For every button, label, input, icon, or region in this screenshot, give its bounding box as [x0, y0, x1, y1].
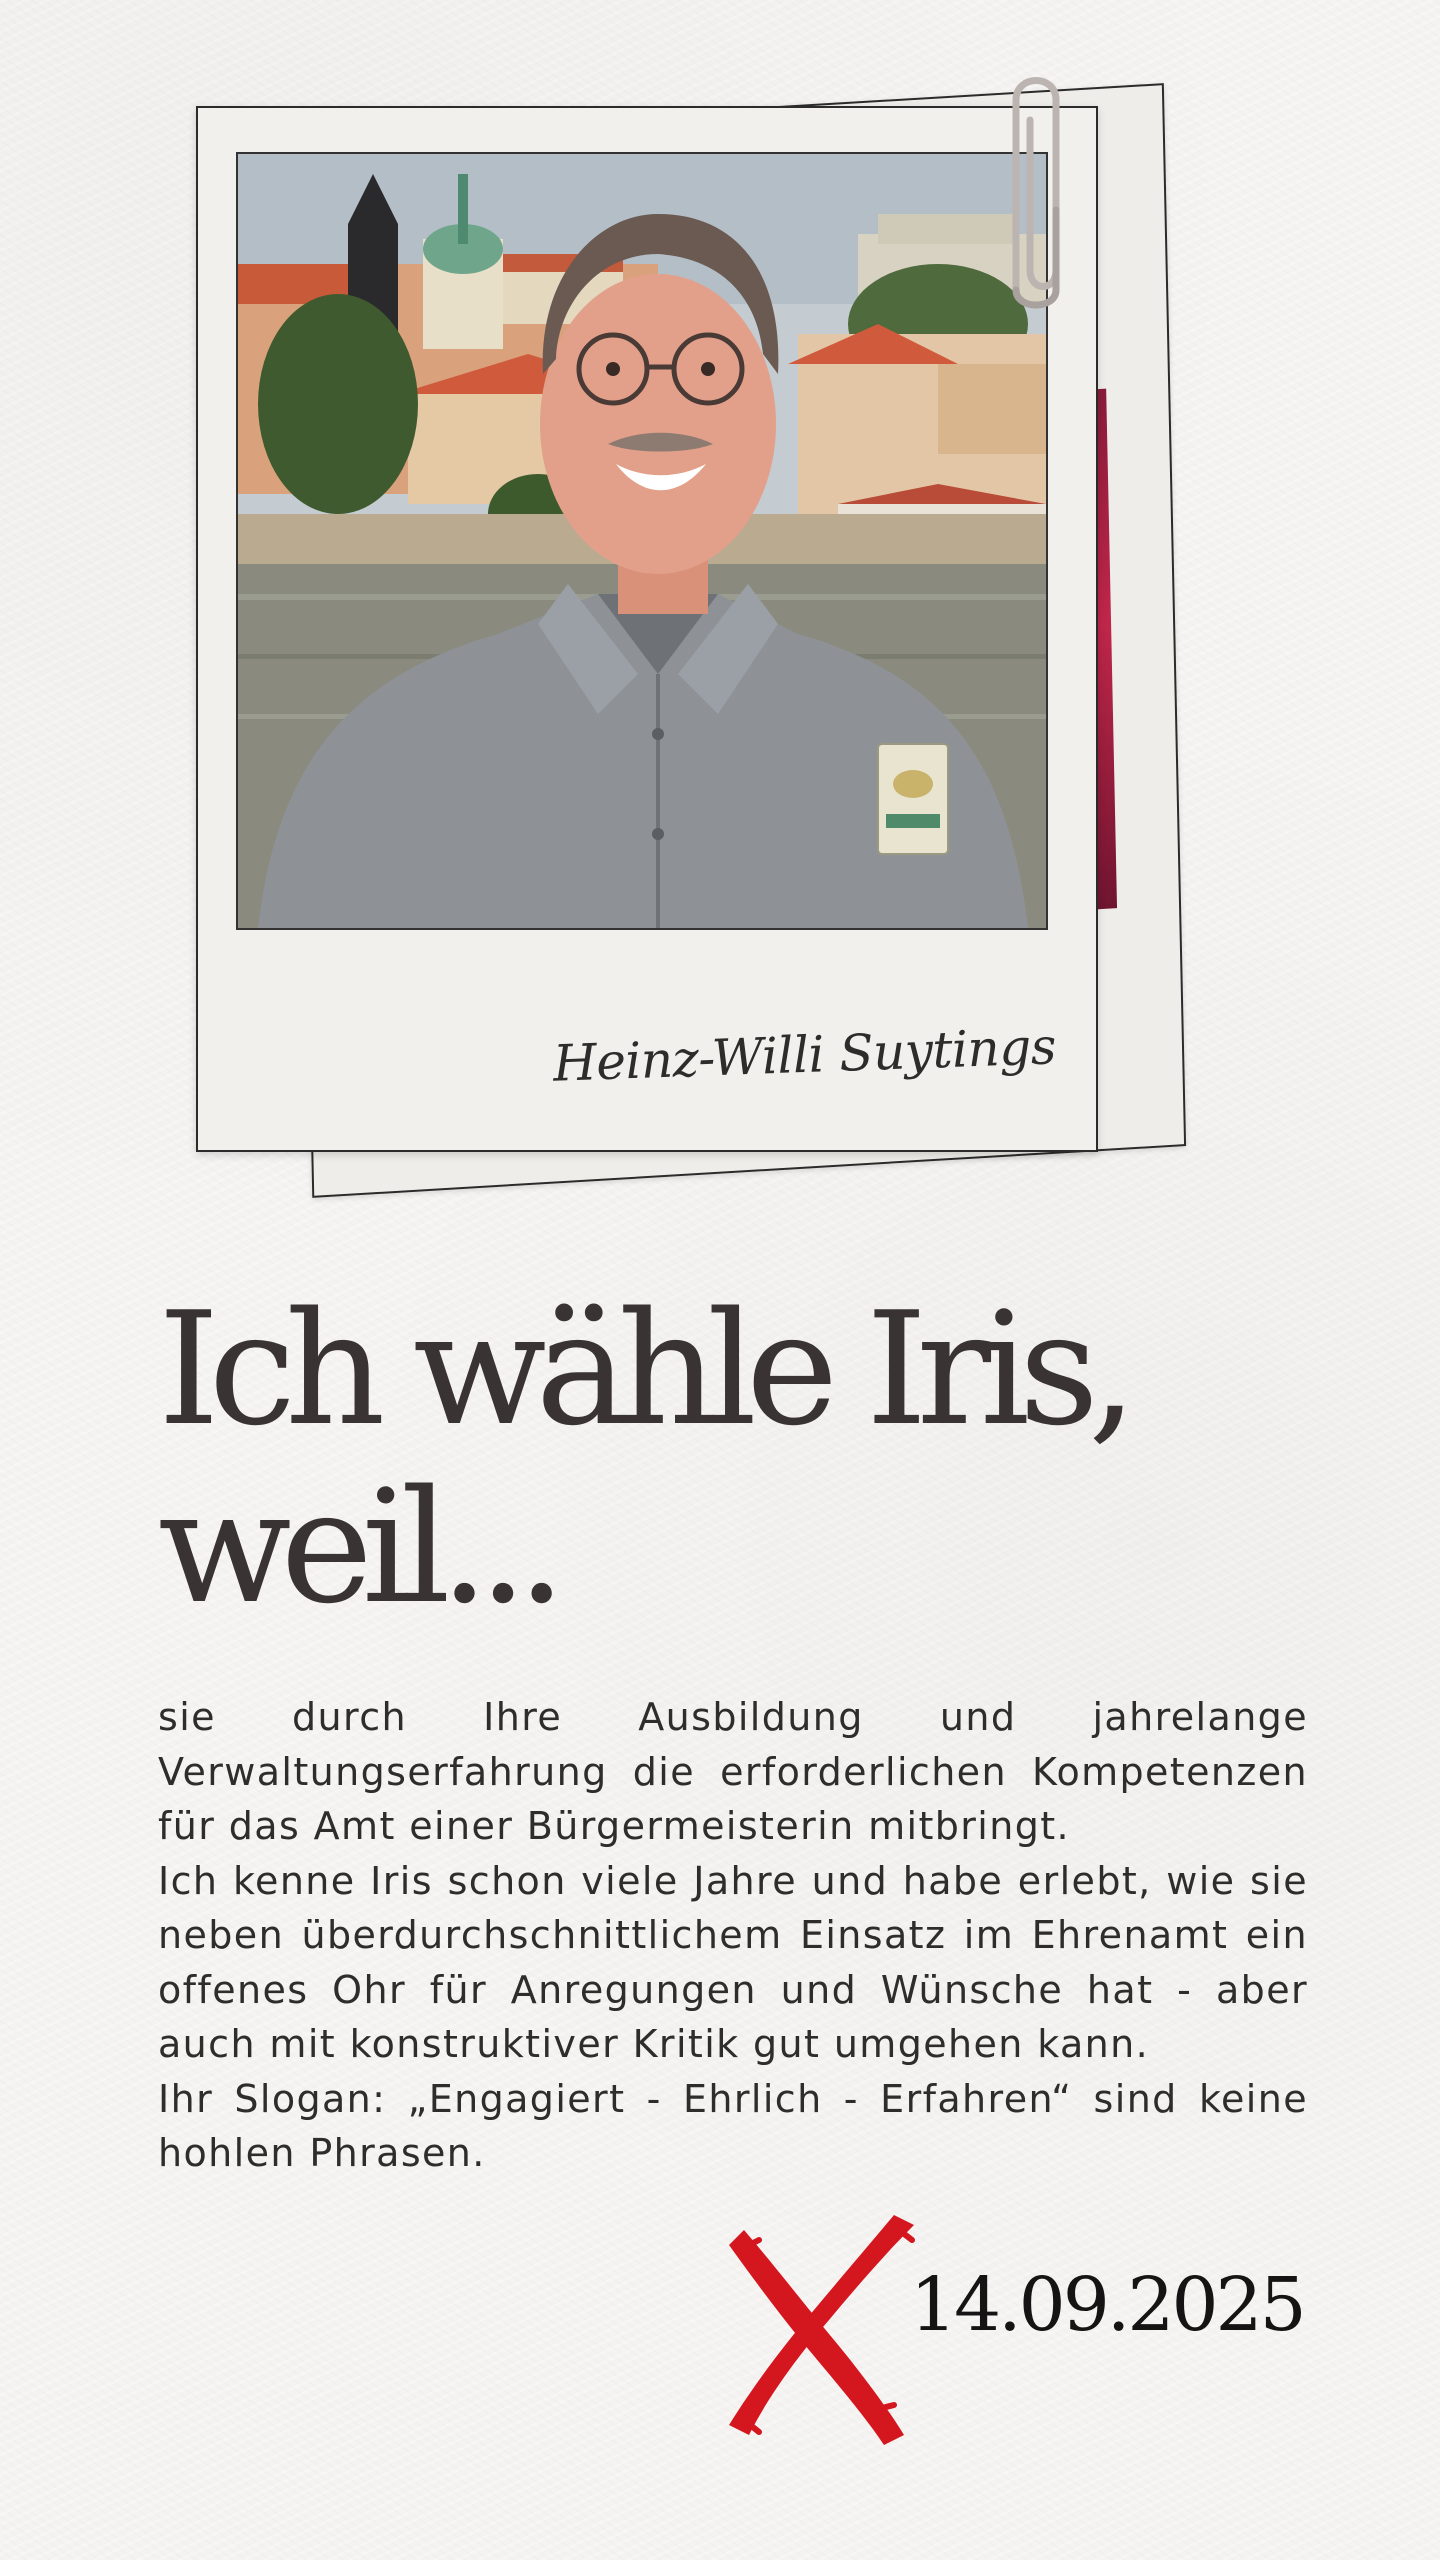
- paperclip-icon: [996, 60, 1076, 320]
- headline-line-1: Ich wähle Iris,: [158, 1278, 1127, 1460]
- testimonial-text: [158, 1690, 1308, 2181]
- headline: [158, 1280, 1127, 1636]
- front-polaroid-card: [196, 106, 1098, 1152]
- portrait-photo: [236, 152, 1048, 930]
- testimonial-paragraph-3: Ihr Slogan: „Engagiert - Ehrlich - Erfahren“ sind keine hohlen Phrasen.: [158, 2076, 1308, 2175]
- headline-line-2: weil...: [158, 1456, 556, 1638]
- testimonial-paragraph-2: Ich kenne Iris schon viele Jahre und habe erlebt, wie sie neben überdurchschnittlichem Einsatz im Ehrenamt ein offenes Ohr für Anregungen und Wünsche hat - aber auch mit konstruktiver Kritik gut umgehen kann.: [158, 1858, 1308, 2066]
- election-date: 14.09.2025: [910, 2262, 1304, 2348]
- testimonial-paragraph-1: sie durch Ihre Ausbildung und jahrelange Verwaltungserfahrung die erforderlichen Kompetenzen für das Amt einer Bürgermeisterin mitbringt.: [158, 1695, 1308, 1848]
- photo-caption-signature: Heinz-Willi Suytings: [552, 1017, 1057, 1093]
- portrait-illustration: [238, 154, 1046, 928]
- red-cross-vote-icon: [714, 2210, 924, 2450]
